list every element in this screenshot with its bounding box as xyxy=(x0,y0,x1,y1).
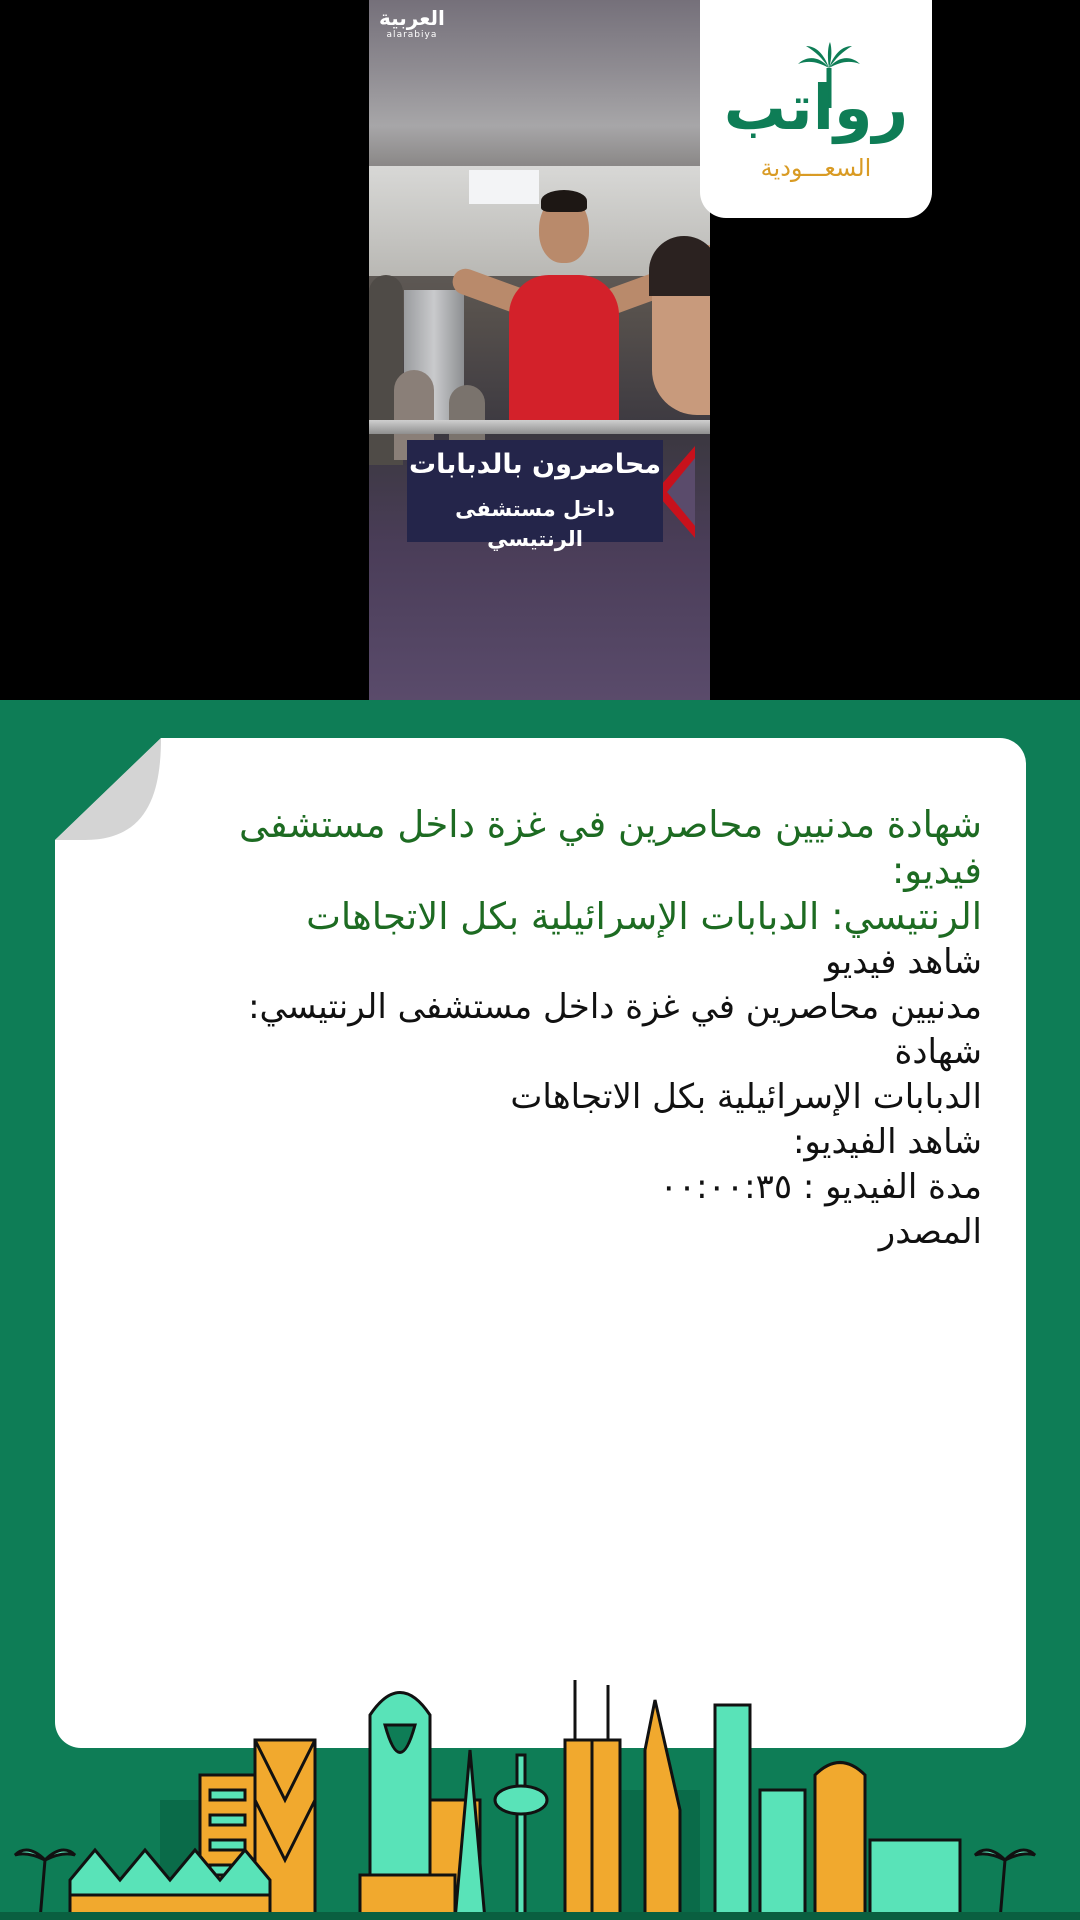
video-duration: مدة الفيديو : ٠٠:٠٠:٣٥ xyxy=(659,1167,982,1207)
channel-logo-latin: alarabiya xyxy=(386,30,438,40)
site-logo-subtitle: السعـــودية xyxy=(760,154,872,182)
page-curl-corner xyxy=(55,738,161,840)
article-body-line: شاهد الفيديو: xyxy=(792,1122,982,1162)
article-body-line: الدبابات الإسرائيلية بكل الاتجاهات xyxy=(510,1077,982,1117)
video-ceiling-light xyxy=(469,170,539,204)
source-label: المصدر xyxy=(878,1212,982,1252)
video-person-hair xyxy=(541,190,587,212)
channel-logo-arabic: العربية xyxy=(379,6,445,30)
article-title-line: فيديو: xyxy=(891,849,982,892)
caption-arrow-inner xyxy=(667,458,695,526)
video-railing xyxy=(369,420,710,434)
city-skyline-illustration xyxy=(0,1680,1080,1920)
article-title-line: الرنتيسي: الدبابات الإسرائيلية بكل الاتجاهات xyxy=(306,895,982,938)
video-person-shirt xyxy=(509,275,619,425)
video-caption-line1: محاصرون بالدبابات xyxy=(408,449,662,480)
article-title-line: شهادة مدنيين محاصرين في غزة داخل مستشفى xyxy=(239,803,982,846)
article-content xyxy=(200,802,982,1255)
video-caption xyxy=(407,440,663,551)
article-body-line: شهادة xyxy=(894,1032,982,1072)
article-body-line: مدنيين محاصرين في غزة داخل مستشفى الرنتيسي: xyxy=(248,987,982,1027)
video-frame[interactable] xyxy=(369,0,710,700)
watch-video-link[interactable]: شاهد فيديو xyxy=(825,942,982,982)
site-logo-text: رواتب xyxy=(723,71,909,144)
video-caption-line2: داخل مستشفى الرنتيسي xyxy=(455,497,615,551)
channel-logo xyxy=(379,6,445,40)
